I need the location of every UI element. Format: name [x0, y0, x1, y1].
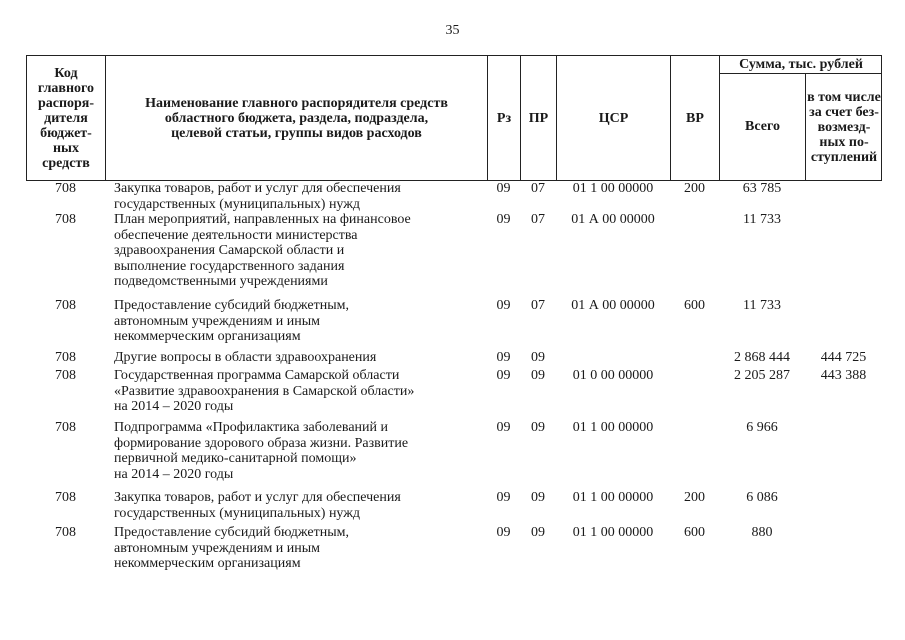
- header-code-line: главного: [37, 80, 95, 96]
- row-total: 880: [751, 525, 773, 540]
- row-name-line: автономным учреждениям и иным: [114, 540, 321, 556]
- row-csr: 01 1 00 00000: [572, 420, 654, 435]
- row-pr: 07: [531, 298, 545, 313]
- row-name: [114, 525, 486, 572]
- row-rz: 09: [496, 525, 511, 540]
- row-name-line: некоммерческим организациям: [114, 329, 301, 344]
- row-name-line: Государственная программа Самарской области: [114, 368, 400, 383]
- row-name-line: здравоохранения Самарской области и: [114, 243, 345, 258]
- row-csr: 01 1 00 00000: [572, 490, 654, 505]
- header-pr-cell: ПР: [521, 56, 557, 180]
- row-vr: 200: [684, 181, 705, 196]
- row-name-line: на 2014 – 2020 годы: [114, 466, 234, 482]
- row-rz: 09: [496, 298, 511, 313]
- page-number: 35: [445, 23, 460, 38]
- row-csr: 01 0 00 00000: [572, 368, 654, 383]
- header-code-line: Код: [54, 65, 78, 81]
- row-rz: 09: [496, 490, 511, 505]
- row-pr: 09: [531, 490, 545, 505]
- row-name: [114, 420, 486, 482]
- row-pr: 09: [531, 420, 545, 435]
- row-name: [114, 181, 486, 212]
- row-free: 444 725: [820, 350, 867, 365]
- header-code-line: бюджет-: [40, 125, 92, 141]
- header-sum-group: [720, 56, 882, 180]
- row-name-line: на 2014 – 2020 годы: [114, 399, 234, 414]
- header-free-line: возмезд-: [817, 119, 871, 135]
- row-name-line: подведомственными учреждениями: [114, 274, 328, 289]
- row-name-line: первичной медико-санитарной помощи»: [114, 451, 357, 466]
- row-csr: 01 А 00 00000: [571, 298, 655, 313]
- header-name-cell: [106, 56, 488, 180]
- row-code: 708: [55, 181, 76, 196]
- row-name-line: государственных (муниципальных) нужд: [114, 505, 361, 521]
- header-sum-title: Сумма, тыс. рублей: [720, 56, 882, 74]
- row-name-line: Закупка товаров, работ и услуг для обеспечения: [114, 181, 401, 196]
- row-csr: 01 1 00 00000: [572, 525, 654, 540]
- row-total: 2 205 287: [734, 368, 790, 383]
- row-rz: 09: [496, 420, 511, 435]
- row-name-line: Другие вопросы в области здравоохранения: [114, 350, 377, 365]
- table-header: [26, 55, 882, 181]
- row-vr: 600: [684, 525, 705, 540]
- header-csr-cell: ЦСР: [557, 56, 671, 180]
- row-free: 443 388: [820, 368, 867, 383]
- row-pr: 09: [531, 525, 545, 540]
- header-code-line: распоря-: [37, 95, 95, 111]
- header-name-line: областного бюджета, раздела, подраздела,: [164, 110, 429, 126]
- header-code-line: ных: [52, 140, 79, 156]
- row-name-line: Предоставление субсидий бюджетным,: [114, 525, 350, 540]
- row-name: [114, 212, 486, 290]
- row-pr: 07: [531, 212, 545, 227]
- row-name: [114, 368, 486, 415]
- row-total: 2 868 444: [734, 350, 790, 365]
- row-code: 708: [55, 420, 76, 435]
- row-pr: 09: [531, 368, 545, 383]
- row-name-line: Предоставление субсидий бюджетным,: [114, 298, 350, 313]
- row-name-line: государственных (муниципальных) нужд: [114, 196, 361, 212]
- row-csr: 01 А 00 00000: [571, 212, 655, 227]
- row-name: [114, 350, 486, 366]
- row-name-line: Закупка товаров, работ и услуг для обеспечения: [114, 490, 401, 505]
- row-csr: 01 1 00 00000: [572, 181, 654, 196]
- header-name-line: Наименование главного распорядителя средств: [145, 95, 448, 111]
- header-code-line: средств: [42, 155, 90, 171]
- row-code: 708: [55, 212, 76, 227]
- row-total: 63 785: [742, 181, 782, 196]
- header-code-cell: [27, 56, 106, 180]
- header-rz-cell: Рз: [488, 56, 521, 180]
- row-vr: 600: [684, 298, 705, 313]
- row-name-line: Подпрограмма «Профилактика заболеваний и: [114, 420, 389, 435]
- header-free-line: ных по-: [819, 134, 869, 150]
- row-name-line: План мероприятий, направленных на финансовое: [114, 212, 411, 227]
- header-free-cell: [806, 74, 882, 180]
- row-pr: 07: [531, 181, 545, 196]
- header-free-line: за счет без-: [809, 104, 879, 120]
- row-name-line: формирование здорового образа жизни. Развитие: [114, 435, 409, 451]
- row-name: [114, 298, 486, 345]
- header-vr-cell: ВР: [671, 56, 720, 180]
- header-total-cell: Всего: [720, 74, 806, 180]
- row-name-line: автономным учреждениям и иным: [114, 313, 321, 329]
- row-code: 708: [55, 368, 76, 383]
- header-code-line: дителя: [44, 110, 88, 126]
- row-rz: 09: [496, 350, 511, 365]
- row-name: [114, 490, 486, 521]
- row-total: 6 966: [746, 420, 778, 435]
- row-vr: 200: [684, 490, 705, 505]
- row-total: 11 733: [743, 298, 781, 313]
- header-free-line: в том числе: [807, 89, 881, 105]
- row-rz: 09: [496, 368, 511, 383]
- row-rz: 09: [496, 212, 511, 227]
- header-free-text: [807, 90, 881, 165]
- header-name-line: целевой статьи, группы видов расходов: [171, 125, 422, 141]
- row-name-line: некоммерческим организациям: [114, 556, 301, 571]
- row-name-line: обеспечение деятельности министерства: [114, 227, 358, 243]
- header-free-line: ступлений: [810, 149, 878, 165]
- row-pr: 09: [531, 350, 545, 365]
- header-code-text: [38, 66, 94, 171]
- header-name-text: [145, 96, 448, 141]
- row-rz: 09: [496, 181, 511, 196]
- row-name-line: «Развитие здравоохранения в Самарской области»: [114, 383, 415, 399]
- row-name-line: выполнение государственного задания: [114, 258, 345, 274]
- row-code: 708: [55, 298, 76, 313]
- row-code: 708: [55, 490, 76, 505]
- row-code: 708: [55, 350, 76, 365]
- row-total: 11 733: [743, 212, 781, 227]
- row-total: 6 086: [746, 490, 778, 505]
- row-code: 708: [55, 525, 76, 540]
